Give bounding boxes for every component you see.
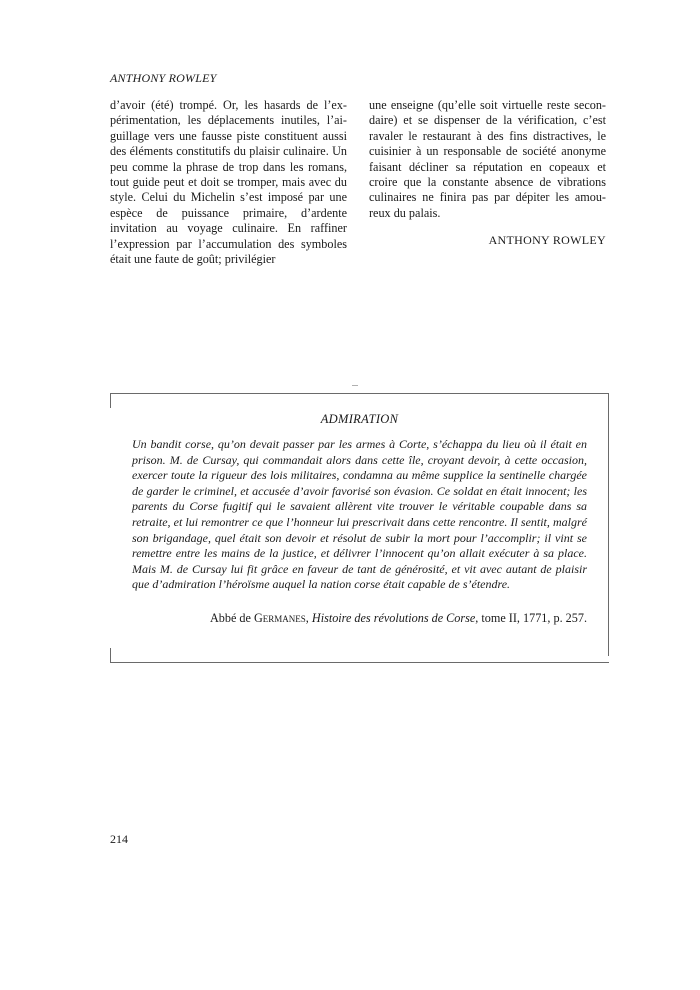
box-citation	[132, 611, 587, 626]
box-corner-bottom-left	[110, 648, 111, 662]
citation-work: Histoire des révolutions de Corse	[311, 611, 476, 625]
body-paragraph-left: d’avoir (été) trompé. Or, les hasards de l’ex-périmentation, les déplacements inutiles, l’ai-guillage vers une fausse piste constituent aussi des éléments constitutifs du plaisir culinaire. Un peu comme la phrase de trop dans les romans, tout guide peut et doit se tromper, mais avec du style. Celui du Michelin s’est imposé par une espèce de puissance primaire, d’ardente invitation au voyage culinaire. En raffiner l’expression par l’accumulation des symboles était une faute de goût; privilégier	[110, 98, 347, 267]
body-paragraph-right: une enseigne (qu’elle soit virtuelle reste secon-daire) et se dispenser de la vérification, c’est ravaler le restaurant à des fins distractives, le cuisinier à un responsable de société anonyme faisant décliner sa réputation en copeaux et croire que la constante absence de vibrations culinaires ne finira pas par dépiter les amou-reux du palais.	[369, 98, 606, 220]
citation-prefix: Abbé de	[209, 611, 254, 625]
column-right	[369, 98, 606, 249]
divider-mark	[352, 385, 358, 386]
box-quotation-text: Un bandit corse, qu’on devait passer par les armes à Corte, s’échappa du lieu où il était en prison. M. de Cursay, qui commandait alors dans cette île, croyant devoir, à cette occasion, exercer toute la rigueur des lois militaires, condamna au même supplice la sentinelle chargée de garder le criminel, et accusée d’avoir favorisé son évasion. Ce soldat en était innocent; les parents du Corse fugitif qui le savaient allèrent vite trouver le véritable coupable dans sa retraite, et lui remontrer ce que l’honneur lui prescrivait dans cette rencontre. Il sentit, malgré son brigandage, quel était son devoir et résolut de subir la mort pour l’accomplir; il vint se remettre entre les mains de la justice, et délivrer l’innocent qu’on allait exécuter à sa place. Mais M. de Cursay lui fit grâce en faveur de tant de générosité, et vit avec autant de plaisir que d’admiration l’héroïsme auquel la nation corse était capable de s’étendre.	[132, 437, 587, 592]
quotation-box	[110, 393, 609, 663]
box-title: ADMIRATION	[320, 412, 399, 426]
running-head: ANTHONY ROWLEY	[110, 71, 217, 85]
citation-sep: ,	[305, 611, 312, 625]
citation-suffix: , tome II, 1771, p. 257.	[475, 611, 587, 625]
box-side-right	[608, 394, 609, 656]
citation-author: Germanes	[253, 611, 306, 625]
author-signature: ANTHONY ROWLEY	[488, 233, 606, 248]
box-corner-top-left	[110, 394, 111, 408]
page-number: 214	[110, 832, 128, 846]
column-left	[110, 98, 347, 267]
